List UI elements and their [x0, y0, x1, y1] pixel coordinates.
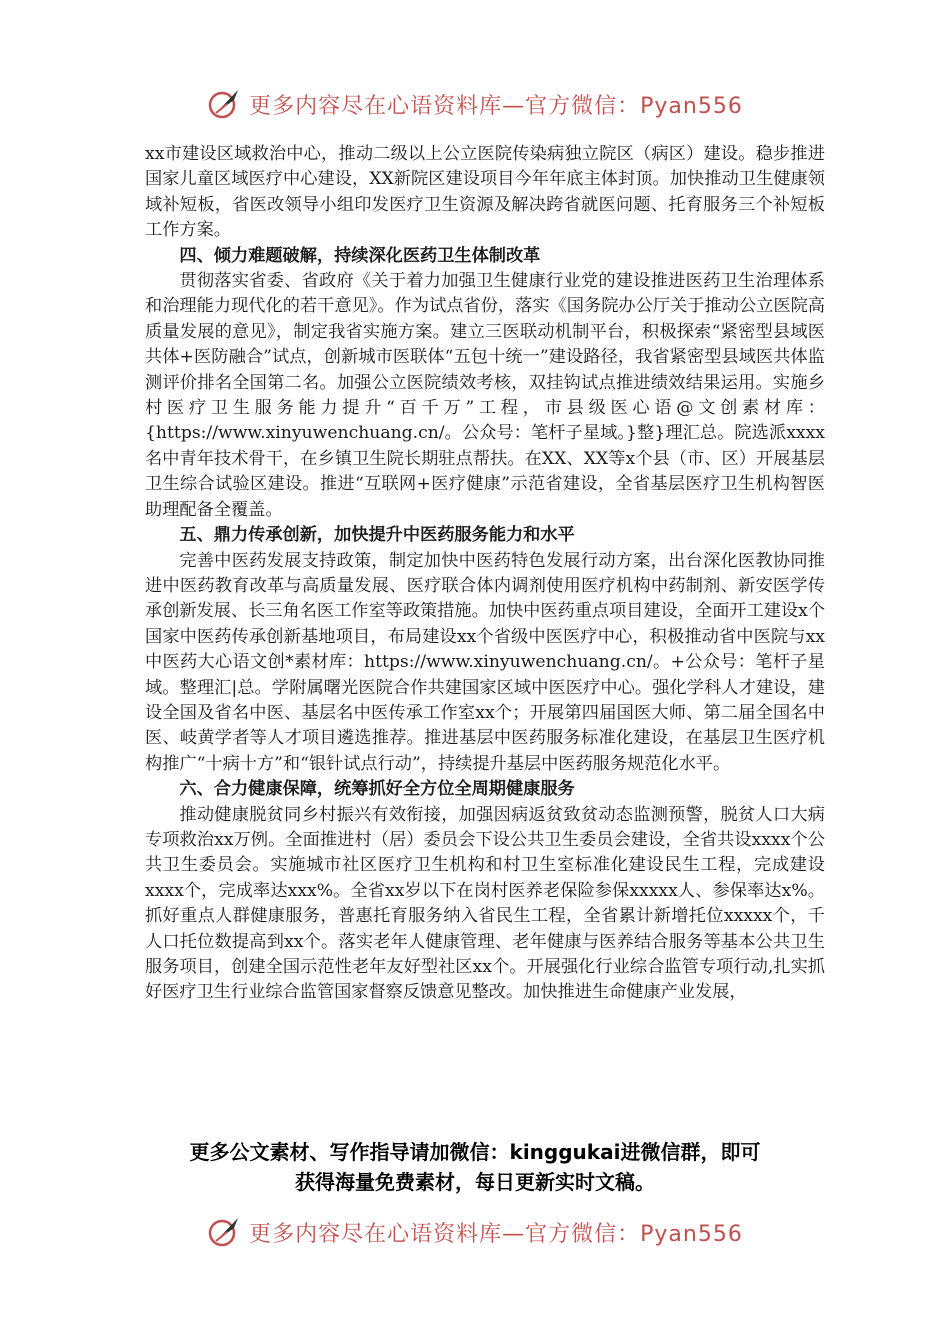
paragraph: 推动健康脱贫同乡村振兴有效衔接，加强因病返贫致贫动态监测预警，脱贫人口大病专项救治xx万例。全面推进村（居）委员会下设公共卫生委员会建设，全省共设xxxx个公共卫生委员会。实施城市社区医疗卫生机构和村卫生室标准化建设民生工程，完成建设xxxx个，完成率达xxx%。全省xx岁以下在岗村医养老保险参保xxxxx人、参保率达x%。抓好重点人群健康服务，普惠托育服务纳入省民生工程，全省累计新增托位xxxxx个，千人口托位数提高到xx个。落实老年人健康管理、老年健康与医养结合服务等基本公共卫生服务项目，创建全国示范性老年友好型社区xx个。开展强化行业综合监管专项行动,扎实抓好医疗卫生行业综合监管国家督察反馈意见整改。加快推进生命健康产业发展，: [145, 804, 825, 1003]
quill-logo-icon: [207, 86, 243, 122]
section-heading: 五、鼎力传承创新，加快提升中医药服务能力和水平: [179, 525, 575, 546]
footer-banner: [0, 1210, 950, 1254]
quill-logo-icon: [207, 1214, 243, 1250]
paragraph: 贯彻落实省委、省政府《关于着力加强卫生健康行业党的建设推进医药卫生治理体系和治理能力现代化的若干意见》。作为试点省份，落实《国务院办公厅关于推动公立医院高质量发展的意见》，制定我省实施方案。建立三医联动机制平台，积极探索“紧密型县域医共体+医防融合”试点，创新城市医联体“五包十统一”建设路径，我省紧密型县域医共体监测评价排名全国第二名。加强公立医院绩效考核，双挂钩试点推进绩效结果运用。实施乡村医疗卫生服务能力提升“百千万”工程，市县级医心语@文创素材库：{https://www.xinyuwenchuang.cn/。公众号：笔杆子星域。}整}理汇总。院选派xxxx名中青年技术骨干，在乡镇卫生院长期驻点帮扶。在XX、XX等x个县（市、区）开展基层卫生综合试验区建设。推进“互联网+医疗健康”示范省建设，全省基层医疗卫生机构智医助理配备全覆盖。: [145, 271, 825, 520]
footer-note: [110, 1137, 840, 1197]
footer-note-line-2: 获得海量免费素材，每日更新实时文稿。: [295, 1170, 655, 1194]
header-banner-text: 更多内容尽在心语资料库—官方微信：Pyan556: [249, 93, 743, 119]
header-banner: [0, 82, 950, 126]
document-body: [145, 142, 825, 1006]
section-heading: 四、倾力难题破解，持续深化医药卫生体制改革: [179, 245, 541, 266]
footer-banner-text: 更多内容尽在心语资料库—官方微信：Pyan556: [249, 1221, 743, 1247]
paragraph: xx市建设区域救治中心，推动二级以上公立医院传染病独立院区（病区）建设。稳步推进国家儿童区域医疗中心建设，XX新院区建设项目今年年底主体封顶。加快推动卫生健康领域补短板，省医改领导小组印发医疗卫生资源及解决跨省就医问题、托育服务三个补短板工作方案。: [145, 144, 825, 241]
footer-note-line-1: 更多公文素材、写作指导请加微信：kinggukai进微信群，即可: [189, 1140, 761, 1164]
paragraph: 完善中医药发展支持政策，制定加快中医药特色发展行动方案，出台深化医教协同推进中医药教育改革与高质量发展、医疗联合体内调剂使用医疗机构中药制剂、新安医学传承创新发展、长三角名医工作室等政策措施。加快中医药重点项目建设，全面开工建设x个国家中医药传承创新基地项目，布局建设xx个省级中医医疗中心，积极推动省中医院与xx中医药大心语文创*素材库：https://www.xinyuwenchuang.cn/。+公众号：笔杆子星域。整理汇|总。学附属曙光医院合作共建国家区域中医医疗中心。强化学科人才建设，建设全国及省名中医、基层名中医传承工作室xx个；开展第四届国医大师、第二届全国名中医、岐黄学者等人才项目遴选推荐。推进基层中医药服务标准化建设，在基层卫生医疗机构推广“十病十方”和“银针试点行动”，持续提升基层中医药服务规范化水平。: [145, 550, 826, 774]
section-heading: 六、合力健康保障，统筹抓好全方位全周期健康服务: [179, 779, 575, 800]
